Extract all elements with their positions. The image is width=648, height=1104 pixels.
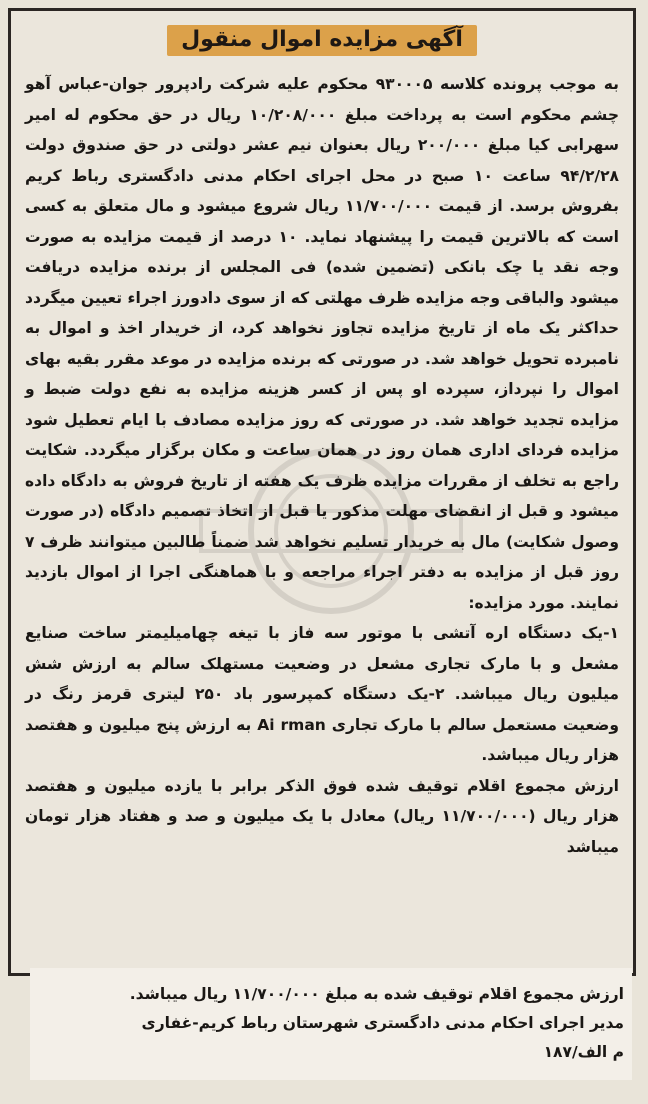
notice-title: آگهی مزایده اموال منقول <box>167 25 477 56</box>
notice-paragraph-total: ارزش مجموع اقلام توقیف شده فوق الذکر برابر با یازده میلیون و هفتصد هزار ریال (۱۱/۷۰۰/۰۰۰ ریال) معادل با یک میلیون و صد و هفتاد هزار تومان میباشد <box>25 776 619 856</box>
footer-reference-line: م الف/۱۸۷ <box>543 1043 624 1061</box>
notice-paragraph-main: به موجب پرونده کلاسه ۹۳۰۰۰۵ محکوم علیه شرکت رادپرور جوان-عباس آهو چشم محکوم است به پرداخت مبلغ ۱۰/۲۰۸/۰۰۰ ریال در حق محکوم له امیر سهرابی کیا مبلغ ۲۰۰/۰۰۰ ریال بعنوان نیم عشر دولتی در حق صندوق دولت ۹۴/۲/۲۸ ساعت ۱۰ صبح در محل اجرای احکام مدنی دادگستری رباط کریم بفروش برسد. از قیمت ۱۱/۷۰۰/۰۰۰ ریال شروع میشود و مال متعلق به کسی است که بالاترین قیمت را پیشنهاد نماید. ۱۰ درصد از قیمت مزایده به صورت وجه نقد یا چک بانکی (تضمین شده) فی المجلس از برنده مزایده دریافت میشود والباقی وجه مزایده ظرف مهلتی که از سوی دادورز اجراء تعیین میگردد حداکثر یک ماه از تاریخ مزایده تجاوز نخواهد کرد، از خریدار اخذ و اموال به نامبرده تحویل خواهد شد. در صورتی که برنده مزایده در موعد مقرر بقیه بهای اموال را نپرداز، سپرده او پس از کسر هزینه مزایده به نفع دولت ضبط و مزایده تجدید خواهد شد. در صورتی که روز مزایده مصادف با ایام تعطیل شود مزایده فردای اداری همان روز در همان ساعت و مکان برگزار میگردد. شکایت راجع به تخلف از مقررات مزایده ظرف یک هفته از تاریخ فروش به دادگاه داده میشود و قبل از انقضای مهلت مذکور یا قبل از اتخاذ تصمیم دادگاه (در صورت وصول شکایت) مال به خریدار تسلیم نخواهد شد ضمناً طالبین میتوانند ظرف ۷ روز قبل از مزایده به دفتر اجراء مراجعه و با هماهنگی اجرا از اموال بازدید نمایند. مورد مزایده: <box>25 75 619 612</box>
notice-paragraph-items: ۱-یک دستگاه اره آتشی با موتور سه فاز با تیغه چهامیلیمتر ساخت صنایع مشعل و با مارک تجاری مشعل در وضعیت مستهلک سالم به ارزش شش میلیون ریال میباشد. ۲-یک دستگاه کمپرسور باد ۲۵۰ لیتری قرمز رنگ در وضعیت مستعمل سالم با مارک تجاری Ai rman به ارزش پنج میلیون و هفتصد هزار ریال میباشد. <box>25 624 619 764</box>
notice-footer <box>30 968 632 1080</box>
auction-notice-box <box>8 8 636 976</box>
footer-signature-line: مدیر اجرای احکام مدنی دادگستری شهرستان رباط کریم-غفاری <box>141 1014 624 1032</box>
notice-body <box>25 69 619 862</box>
footer-total-line: ارزش مجموع اقلام توقیف شده به مبلغ ۱۱/۷۰۰/۰۰۰ ریال میباشد. <box>129 985 624 1003</box>
title-wrap <box>11 25 633 56</box>
